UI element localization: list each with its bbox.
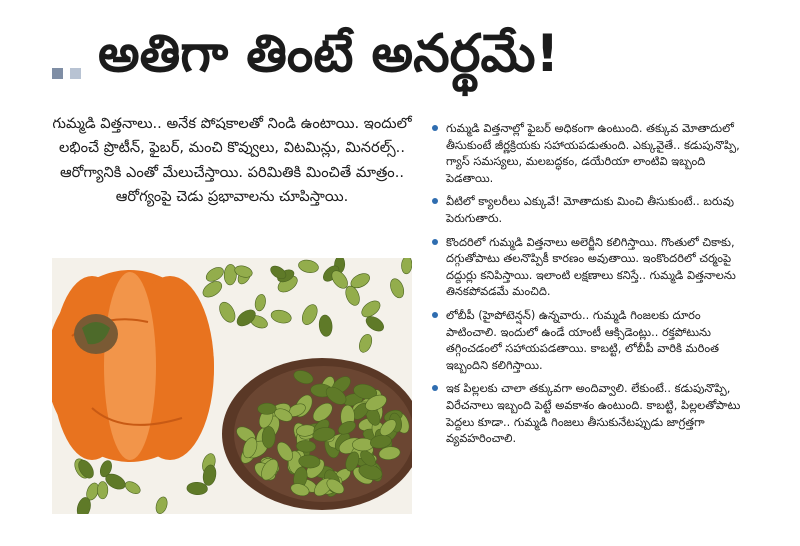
headline-row xyxy=(0,0,800,108)
list-item xyxy=(432,234,752,300)
pumpkin-seed xyxy=(258,403,277,415)
pumpkin-seed xyxy=(262,426,275,448)
list-item xyxy=(432,120,752,186)
list-item-text: వీటిలో క్యాలరీలు ఎక్కువే! మోతాదుకు మించి తీసుకుంటే.. బరువు పెరుగుతారు. xyxy=(446,194,734,225)
list-item xyxy=(432,307,752,373)
bullet-dot xyxy=(432,198,438,204)
bullet-dot xyxy=(432,125,438,131)
list-item-text: లోబీపీ (హైపోటెన్షన్) ఉన్నవారు.. గుమ్మడి గింజలకు దూరం పాటించాలి. ఇందులో ఉండే యాంటీ ఆక్సిడెంట్లు.. రక్తపోటును తగ్గించడంలో సహాయపడతాయి. కాబట్టి, లోబీపీ వారికి మరింత ఇబ్బందిని కలిగిస్తాయి. xyxy=(446,307,719,372)
pumpkin-seed xyxy=(97,481,108,498)
pumpkin-seeds-photo xyxy=(52,258,412,514)
decorative-square-light xyxy=(70,68,81,79)
pumpkin-lobe-center xyxy=(104,272,156,460)
tips-list xyxy=(432,120,752,454)
pumpkin xyxy=(52,270,214,462)
decorative-square-dark xyxy=(52,68,63,79)
list-item xyxy=(432,380,752,446)
list-item xyxy=(432,193,752,226)
list-item-text: ఇక పిల్లలకు చాలా తక్కువగా అందివ్వాలి. లేకుంటే.. కడుపునొప్పి, విరేచనాలు ఇబ్బంది పెట్టే అవకాశం ఉంటుంది. కాబట్టి, పిల్లలతోపాటు పెద్దలు కూడా.. గుమ్మడి గింజలు తీసుకునేటప్పుడు జాగ్రత్తగా వ్యవహరించాలి. xyxy=(446,381,741,446)
bullet-dot xyxy=(432,312,438,318)
article-intro: గుమ్మడి విత్తనాలు.. అనేక పోషకాలతో నిండి ఉంటాయి. ఇందులో లభించే ప్రొటీన్, ఫైబర్, మంచి కొవ్వులు, విటమిన్లు, మినరల్స్.. ఆరోగ్యానికి ఎంతో మేలుచేస్తాయి. పరిమితికి మించితే మాత్రం.. ఆరోగ్యంపై చెడు ప్రభావాలను చూపిస్తాయి. xyxy=(52,115,412,206)
list-item-text: కొందరిలో గుమ్మడి విత్తనాలు అలెర్జీని కలిగిస్తాయి. గొంతులో చికాకు, దగ్గుతోపాటు తలనొప్పికీ కారణం అవుతాయి. ఇంకొందరిలో చర్మంపై దద్దుర్లు కనిపిస్తాయి. ఇలాంటి లక్షణాలు కనిస్తే.. గుమ్మడి విత్తనాలను తినకపోవడమే మంచిది. xyxy=(446,234,736,299)
bullet-dot xyxy=(432,239,438,245)
pumpkin-seeds-illustration xyxy=(52,258,412,514)
list-item-text: గుమ్మడి విత్తనాల్లో ఫైబర్ అధికంగా ఉంటుంది. తక్కువ మోతాదులో తీసుకుంటే జీర్ణక్రియకు సహాయపడుతుంది. ఎక్కువైతే.. కడుపునొప్పి, గ్యాస్ సమస్యలు, మలబద్ధకం, డయేరియా లాంటివి ఇబ్బంది పెడతాయి. xyxy=(446,121,740,185)
bullet-dot xyxy=(432,385,438,391)
article-headline: అతిగా తింటే అనర్థమే! xyxy=(98,24,560,84)
